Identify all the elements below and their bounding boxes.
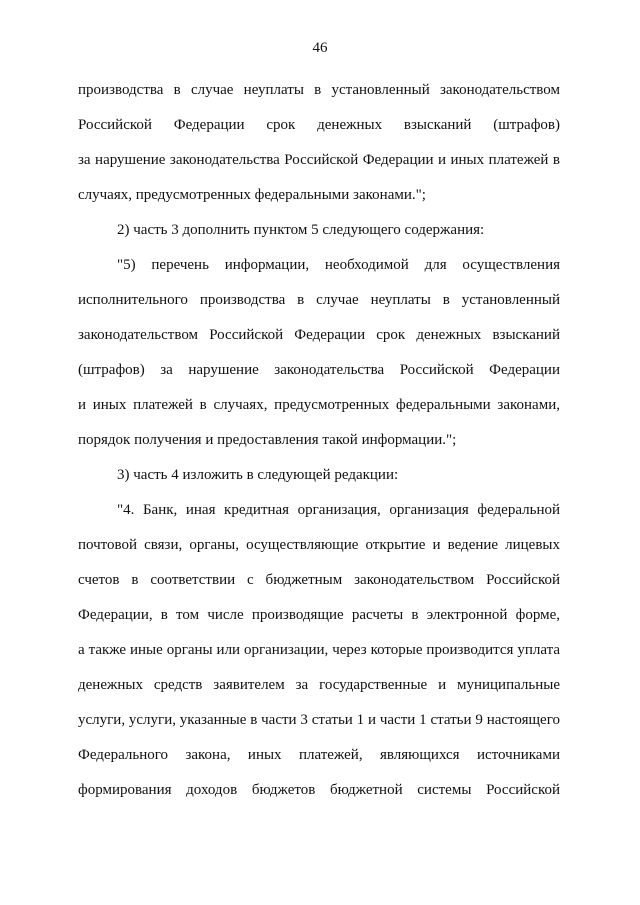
text-line: денежных средств заявителем за государственные и муниципальные xyxy=(78,677,560,693)
text-line: производства в случае неуплаты в установленный законодательством xyxy=(78,82,560,98)
text-line: 2) часть 3 дополнить пунктом 5 следующего содержания: xyxy=(117,222,485,238)
text-line: Федерального закона, иных платежей, являющихся источниками xyxy=(78,747,560,763)
text-line: законодательством Российской Федерации срок денежных взысканий xyxy=(78,327,560,343)
text-line: "4. Банк, иная кредитная организация, организация федеральной xyxy=(117,502,560,518)
text-line: Федерации, в том числе производящие расчеты в электронной форме, xyxy=(78,607,560,623)
text-line: "5) перечень информации, необходимой для осуществления xyxy=(117,257,560,273)
text-line: формирования доходов бюджетов бюджетной системы Российской xyxy=(78,782,560,798)
page-number: 46 xyxy=(312,40,328,56)
text-line: Российской Федерации срок денежных взысканий (штрафов) xyxy=(78,117,560,133)
text-line: за нарушение законодательства Российской Федерации и иных платежей в xyxy=(78,152,560,168)
text-line: исполнительного производства в случае неуплаты в установленный xyxy=(78,292,560,308)
text-line: (штрафов) за нарушение законодательства Российской Федерации xyxy=(78,362,560,378)
text-line: случаях, предусмотренных федеральными законами."; xyxy=(78,187,426,203)
text-line: счетов в соответствии с бюджетным законодательством Российской xyxy=(78,572,560,588)
text-line: почтовой связи, органы, осуществляющие открытие и ведение лицевых xyxy=(78,537,560,553)
text-line: 3) часть 4 изложить в следующей редакции: xyxy=(117,467,399,483)
text-line: порядок получения и предоставления такой информации."; xyxy=(78,432,457,448)
text-line: и иных платежей в случаях, предусмотренных федеральными законами, xyxy=(78,397,560,413)
text-line: услуги, услуги, указанные в части 3 статьи 1 и части 1 статьи 9 настоящего xyxy=(78,712,560,728)
text-line: а также иные органы или организации, через которые производится уплата xyxy=(78,642,560,658)
